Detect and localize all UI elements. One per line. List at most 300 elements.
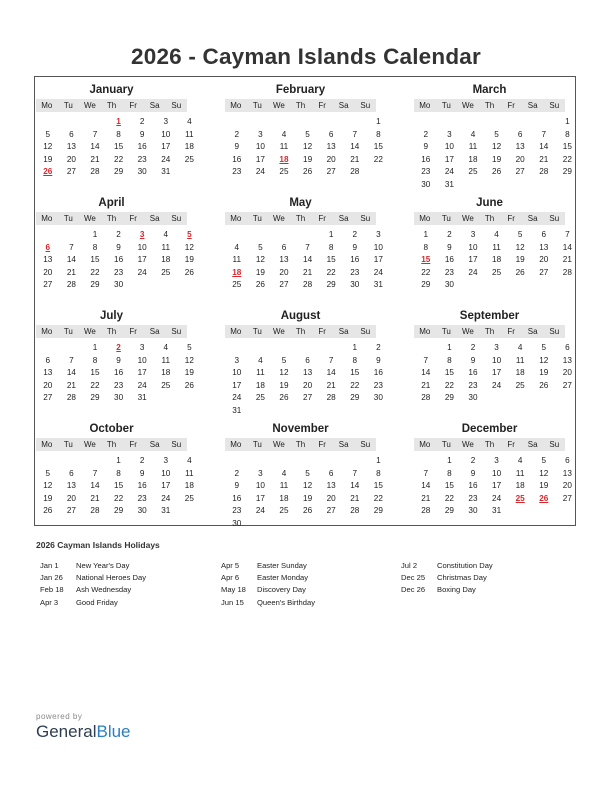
day-cell: 12 bbox=[255, 255, 265, 265]
day-cell: 1 bbox=[92, 230, 98, 239]
holiday-name: Easter Monday bbox=[257, 573, 309, 583]
day-cell: 14 bbox=[66, 368, 76, 378]
day-cell: 30 bbox=[468, 393, 478, 403]
holiday-day-cell: 26 bbox=[539, 493, 549, 503]
empty-cell bbox=[36, 342, 60, 355]
day-cell: 11 bbox=[185, 129, 194, 139]
weekday-label: Tu bbox=[252, 214, 262, 223]
empty-cell bbox=[296, 342, 320, 355]
day-cell: 31 bbox=[373, 280, 383, 290]
weekday-label: Tu bbox=[252, 101, 262, 110]
weekday-header bbox=[36, 212, 187, 225]
day-cell: 19 bbox=[184, 255, 194, 265]
holiday-row bbox=[401, 560, 493, 572]
day-cell: 10 bbox=[137, 355, 147, 365]
weekday-label: Su bbox=[360, 327, 371, 336]
day-cell: 20 bbox=[66, 493, 76, 503]
day-cell: 25 bbox=[184, 154, 194, 164]
month-december bbox=[414, 422, 572, 518]
day-cell: 3 bbox=[234, 355, 240, 365]
day-cell: 20 bbox=[279, 267, 289, 277]
day-cell: 27 bbox=[562, 380, 572, 390]
weekday-label: Mo bbox=[419, 214, 431, 223]
day-cell: 1 bbox=[565, 117, 570, 126]
day-cell: 28 bbox=[66, 280, 76, 290]
day-cell: 21 bbox=[303, 267, 313, 277]
day-cell: 28 bbox=[90, 167, 100, 177]
weekday-label: We bbox=[462, 327, 474, 336]
holiday-name: Easter Sunday bbox=[257, 561, 307, 570]
weekday-header bbox=[414, 325, 565, 338]
day-cell: 25 bbox=[184, 493, 194, 503]
day-cell: 17 bbox=[232, 380, 242, 390]
day-cell: 2 bbox=[234, 468, 240, 478]
day-grid bbox=[414, 342, 572, 405]
day-cell: 30 bbox=[137, 167, 147, 177]
weekday-label: Su bbox=[549, 327, 560, 336]
day-cell: 10 bbox=[137, 242, 147, 252]
brand-general: General bbox=[36, 722, 97, 741]
day-cell: 18 bbox=[279, 493, 289, 503]
day-cell: 14 bbox=[539, 142, 549, 152]
empty-cell bbox=[532, 116, 556, 129]
weekday-label: Sa bbox=[527, 101, 538, 110]
day-cell: 27 bbox=[326, 506, 336, 516]
day-cell: 18 bbox=[515, 368, 525, 378]
month-name: July bbox=[99, 310, 123, 322]
weekday-label: Tu bbox=[63, 214, 73, 223]
day-cell: 6 bbox=[281, 242, 287, 252]
empty-cell bbox=[272, 455, 296, 468]
weekday-label: Tu bbox=[441, 101, 451, 110]
day-cell: 27 bbox=[279, 280, 289, 290]
month-november bbox=[225, 422, 383, 531]
day-cell: 9 bbox=[139, 468, 145, 478]
day-cell: 7 bbox=[92, 129, 98, 139]
day-cell: 12 bbox=[539, 468, 549, 478]
day-cell: 29 bbox=[326, 280, 336, 290]
day-cell: 19 bbox=[43, 154, 53, 164]
weekday-label: Fr bbox=[507, 214, 515, 223]
weekday-label: Th bbox=[106, 327, 117, 336]
day-cell: 30 bbox=[350, 280, 360, 290]
day-cell: 16 bbox=[373, 368, 383, 378]
holiday-row bbox=[221, 560, 315, 572]
day-cell: 26 bbox=[515, 267, 525, 277]
day-cell: 5 bbox=[541, 343, 547, 352]
holiday-name: National Heroes Day bbox=[76, 573, 147, 583]
weekday-label: Sa bbox=[338, 101, 349, 110]
day-cell: 20 bbox=[66, 154, 76, 164]
day-cell: 17 bbox=[492, 481, 502, 491]
day-cell: 9 bbox=[234, 142, 240, 152]
weekday-label: Su bbox=[171, 327, 182, 336]
weekday-label: Sa bbox=[149, 101, 160, 110]
month-name: October bbox=[89, 423, 134, 435]
day-cell: 20 bbox=[43, 380, 53, 390]
holiday-row bbox=[401, 572, 493, 584]
month-october bbox=[36, 422, 194, 518]
day-cell: 4 bbox=[517, 343, 523, 352]
day-cell: 12 bbox=[184, 355, 194, 365]
day-cell: 19 bbox=[539, 481, 549, 491]
day-cell: 25 bbox=[161, 267, 171, 277]
day-cell: 9 bbox=[116, 242, 121, 252]
day-grid bbox=[36, 342, 194, 405]
day-cell: 7 bbox=[541, 129, 547, 139]
weekday-label: Th bbox=[295, 327, 306, 336]
day-cell: 11 bbox=[256, 368, 265, 378]
day-cell: 5 bbox=[187, 343, 192, 352]
day-cell: 5 bbox=[45, 468, 51, 478]
empty-cell bbox=[343, 116, 367, 129]
day-cell: 19 bbox=[492, 154, 502, 164]
day-cell: 17 bbox=[255, 154, 265, 164]
day-cell: 29 bbox=[373, 506, 383, 516]
holidays-column bbox=[401, 560, 493, 597]
empty-cell bbox=[438, 116, 462, 129]
day-cell: 12 bbox=[279, 368, 289, 378]
day-cell: 14 bbox=[350, 142, 360, 152]
day-cell: 24 bbox=[373, 267, 383, 277]
day-cell: 17 bbox=[444, 154, 454, 164]
weekday-label: Su bbox=[171, 101, 182, 110]
day-cell: 18 bbox=[492, 255, 502, 265]
day-cell: 22 bbox=[90, 380, 100, 390]
month-august bbox=[225, 309, 383, 418]
day-cell: 26 bbox=[184, 267, 194, 277]
weekday-label: Mo bbox=[41, 214, 53, 223]
weekday-label: We bbox=[462, 101, 474, 110]
day-cell: 31 bbox=[444, 179, 454, 189]
day-cell: 25 bbox=[255, 393, 265, 403]
day-cell: 10 bbox=[492, 468, 502, 478]
weekday-label: Th bbox=[484, 327, 495, 336]
day-cell: 12 bbox=[515, 242, 525, 252]
day-cell: 22 bbox=[90, 267, 100, 277]
weekday-label: Th bbox=[484, 101, 495, 110]
day-cell: 28 bbox=[539, 167, 549, 177]
weekday-header bbox=[225, 438, 376, 451]
holiday-day-cell: 15 bbox=[421, 255, 431, 265]
day-cell: 22 bbox=[114, 154, 124, 164]
weekday-label: Mo bbox=[230, 440, 242, 449]
day-cell: 27 bbox=[66, 167, 76, 177]
day-grid bbox=[225, 229, 383, 292]
day-cell: 11 bbox=[515, 468, 525, 478]
day-cell: 10 bbox=[161, 129, 171, 139]
day-cell: 30 bbox=[373, 393, 383, 403]
day-cell: 13 bbox=[562, 468, 572, 478]
weekday-label: Th bbox=[484, 214, 495, 223]
weekday-label: Mo bbox=[230, 214, 242, 223]
day-cell: 30 bbox=[444, 280, 454, 290]
brand-blue: Blue bbox=[96, 722, 131, 741]
day-cell: 11 bbox=[279, 481, 289, 491]
weekday-label: Sa bbox=[338, 440, 349, 449]
day-cell: 9 bbox=[376, 355, 381, 365]
day-cell: 26 bbox=[303, 506, 313, 516]
day-cell: 10 bbox=[444, 142, 454, 152]
holiday-row bbox=[221, 597, 315, 609]
empty-cell bbox=[296, 229, 320, 242]
weekday-label: Mo bbox=[419, 101, 431, 110]
weekday-header bbox=[36, 438, 187, 451]
weekday-label: Tu bbox=[441, 214, 451, 223]
weekday-label: Tu bbox=[252, 440, 262, 449]
holiday-row bbox=[221, 572, 315, 584]
day-cell: 15 bbox=[373, 481, 383, 491]
weekday-header bbox=[414, 99, 565, 112]
weekday-label: Tu bbox=[441, 327, 451, 336]
day-cell: 7 bbox=[69, 355, 74, 365]
weekday-header bbox=[36, 325, 187, 338]
day-cell: 15 bbox=[90, 255, 100, 265]
day-cell: 2 bbox=[447, 230, 452, 239]
holiday-name: Queen's Birthday bbox=[257, 597, 316, 607]
month-march bbox=[414, 83, 572, 192]
day-cell: 2 bbox=[139, 456, 145, 465]
day-cell: 16 bbox=[444, 255, 454, 265]
day-cell: 23 bbox=[137, 154, 147, 164]
day-cell: 23 bbox=[232, 167, 242, 177]
weekday-label: Th bbox=[295, 214, 306, 223]
day-cell: 21 bbox=[562, 255, 572, 265]
weekday-label: Sa bbox=[527, 327, 538, 336]
month-june bbox=[414, 196, 572, 292]
weekday-label: Fr bbox=[318, 101, 326, 110]
weekday-label: Mo bbox=[41, 327, 53, 336]
day-cell: 19 bbox=[184, 368, 194, 378]
day-cell: 13 bbox=[515, 142, 525, 152]
day-cell: 10 bbox=[232, 368, 242, 378]
day-cell: 19 bbox=[279, 380, 289, 390]
weekday-label: Su bbox=[360, 214, 371, 223]
day-cell: 23 bbox=[468, 493, 478, 503]
day-cell: 25 bbox=[515, 380, 525, 390]
day-cell: 9 bbox=[470, 355, 476, 365]
weekday-label: Sa bbox=[338, 214, 349, 223]
weekday-label: Fr bbox=[129, 214, 137, 223]
weekday-label: Sa bbox=[149, 440, 160, 449]
day-cell: 4 bbox=[258, 355, 263, 365]
holiday-name: Good Friday bbox=[76, 597, 118, 607]
day-cell: 1 bbox=[116, 456, 121, 465]
weekday-label: Th bbox=[106, 214, 117, 223]
day-cell: 13 bbox=[66, 142, 76, 152]
day-cell: 21 bbox=[66, 380, 76, 390]
day-cell: 16 bbox=[114, 368, 124, 378]
day-cell: 18 bbox=[184, 481, 194, 491]
empty-cell bbox=[272, 342, 296, 355]
empty-cell bbox=[60, 342, 84, 355]
day-cell: 16 bbox=[421, 154, 431, 164]
brand-logo[interactable] bbox=[36, 722, 131, 742]
day-cell: 12 bbox=[43, 142, 53, 152]
day-cell: 29 bbox=[562, 167, 572, 177]
day-cell: 9 bbox=[234, 481, 240, 491]
day-grid bbox=[225, 116, 383, 179]
day-cell: 27 bbox=[326, 167, 336, 177]
month-february bbox=[225, 83, 383, 179]
day-grid bbox=[225, 342, 383, 418]
day-cell: 16 bbox=[232, 493, 242, 503]
weekday-label: We bbox=[84, 440, 96, 449]
day-cell: 19 bbox=[539, 368, 549, 378]
day-cell: 7 bbox=[423, 355, 429, 365]
day-cell: 17 bbox=[373, 255, 383, 265]
day-cell: 28 bbox=[303, 280, 313, 290]
day-cell: 25 bbox=[468, 167, 478, 177]
day-cell: 22 bbox=[444, 380, 454, 390]
day-cell: 6 bbox=[305, 355, 310, 365]
day-cell: 20 bbox=[326, 154, 336, 164]
day-cell: 16 bbox=[350, 255, 360, 265]
day-cell: 20 bbox=[539, 255, 549, 265]
day-cell: 28 bbox=[326, 393, 336, 403]
weekday-label: Tu bbox=[63, 101, 73, 110]
day-cell: 2 bbox=[470, 343, 476, 352]
day-cell: 22 bbox=[444, 493, 454, 503]
day-cell: 28 bbox=[421, 506, 431, 516]
month-september bbox=[414, 309, 572, 405]
day-cell: 30 bbox=[468, 506, 478, 516]
day-cell: 4 bbox=[281, 468, 287, 478]
day-cell: 30 bbox=[114, 280, 124, 290]
day-cell: 14 bbox=[303, 255, 313, 265]
day-cell: 29 bbox=[350, 393, 360, 403]
holiday-row bbox=[40, 560, 146, 572]
day-cell: 26 bbox=[303, 167, 313, 177]
day-cell: 21 bbox=[421, 380, 431, 390]
day-cell: 17 bbox=[468, 255, 478, 265]
day-cell: 28 bbox=[66, 393, 76, 403]
day-cell: 26 bbox=[255, 280, 265, 290]
day-cell: 12 bbox=[492, 142, 502, 152]
day-cell: 14 bbox=[90, 481, 100, 491]
day-cell: 9 bbox=[423, 142, 429, 152]
weekday-label: Tu bbox=[252, 327, 262, 336]
empty-cell bbox=[272, 229, 296, 242]
day-cell: 7 bbox=[305, 242, 310, 252]
holiday-name: Christmas Day bbox=[437, 573, 487, 583]
empty-cell bbox=[319, 455, 343, 468]
day-cell: 1 bbox=[423, 230, 429, 239]
weekday-header bbox=[414, 438, 565, 451]
day-cell: 26 bbox=[279, 393, 289, 403]
holiday-day-cell: 6 bbox=[45, 242, 51, 252]
day-cell: 10 bbox=[161, 468, 171, 478]
day-cell: 29 bbox=[444, 393, 454, 403]
day-cell: 18 bbox=[161, 255, 171, 265]
day-cell: 3 bbox=[376, 230, 381, 239]
day-cell: 4 bbox=[163, 343, 169, 352]
day-cell: 4 bbox=[234, 242, 240, 252]
day-cell: 12 bbox=[303, 142, 313, 152]
day-cell: 5 bbox=[305, 468, 310, 478]
day-cell: 25 bbox=[279, 506, 289, 516]
holiday-date: Apr 3 bbox=[40, 597, 59, 607]
day-cell: 18 bbox=[184, 142, 194, 152]
day-cell: 22 bbox=[373, 493, 383, 503]
day-cell: 19 bbox=[43, 493, 53, 503]
day-cell: 1 bbox=[92, 343, 98, 352]
day-cell: 19 bbox=[515, 255, 525, 265]
holiday-row bbox=[40, 584, 146, 596]
day-cell: 8 bbox=[423, 242, 429, 252]
day-cell: 8 bbox=[92, 355, 98, 365]
day-cell: 24 bbox=[468, 267, 478, 277]
holiday-day-cell: 18 bbox=[279, 154, 289, 164]
day-cell: 13 bbox=[326, 142, 336, 152]
day-cell: 15 bbox=[562, 142, 572, 152]
day-cell: 26 bbox=[539, 380, 549, 390]
day-cell: 16 bbox=[137, 142, 147, 152]
day-cell: 31 bbox=[137, 393, 147, 403]
holiday-date: Jan 26 bbox=[40, 573, 63, 583]
weekday-label: Mo bbox=[41, 101, 53, 110]
day-cell: 10 bbox=[492, 355, 502, 365]
weekday-label: Mo bbox=[230, 101, 242, 110]
day-cell: 7 bbox=[92, 468, 98, 478]
holiday-date: Jun 15 bbox=[221, 597, 244, 607]
day-cell: 11 bbox=[468, 142, 478, 152]
day-cell: 2 bbox=[139, 117, 145, 126]
day-cell: 12 bbox=[539, 355, 549, 365]
day-cell: 23 bbox=[114, 380, 124, 390]
empty-cell bbox=[225, 342, 249, 355]
weekday-label: Th bbox=[295, 101, 306, 110]
day-cell: 1 bbox=[376, 456, 381, 465]
month-name: May bbox=[289, 197, 312, 209]
weekday-label: Fr bbox=[129, 327, 137, 336]
day-cell: 2 bbox=[376, 343, 381, 352]
day-cell: 21 bbox=[326, 380, 336, 390]
day-cell: 31 bbox=[232, 405, 242, 415]
day-cell: 22 bbox=[373, 154, 383, 164]
weekday-header bbox=[225, 325, 376, 338]
day-cell: 15 bbox=[114, 142, 124, 152]
day-cell: 24 bbox=[137, 267, 147, 277]
empty-cell bbox=[249, 455, 273, 468]
day-cell: 24 bbox=[161, 154, 171, 164]
day-cell: 21 bbox=[66, 267, 76, 277]
day-cell: 1 bbox=[352, 343, 358, 352]
day-cell: 8 bbox=[376, 129, 381, 139]
day-cell: 20 bbox=[562, 481, 572, 491]
day-cell: 20 bbox=[515, 154, 525, 164]
empty-cell bbox=[296, 455, 320, 468]
day-grid bbox=[36, 116, 194, 179]
day-cell: 17 bbox=[255, 493, 265, 503]
holiday-row bbox=[40, 572, 146, 584]
holiday-date: Apr 5 bbox=[221, 561, 240, 570]
day-cell: 21 bbox=[421, 493, 431, 503]
day-cell: 28 bbox=[421, 393, 431, 403]
day-cell: 8 bbox=[376, 468, 381, 478]
day-cell: 26 bbox=[492, 167, 502, 177]
day-cell: 15 bbox=[444, 481, 454, 491]
day-cell: 19 bbox=[303, 493, 313, 503]
day-cell: 29 bbox=[114, 167, 124, 177]
weekday-label: We bbox=[462, 214, 474, 223]
day-cell: 7 bbox=[423, 468, 429, 478]
day-cell: 14 bbox=[326, 368, 336, 378]
day-cell: 4 bbox=[281, 129, 287, 139]
day-cell: 31 bbox=[161, 167, 171, 177]
holiday-name: Ash Wednesday bbox=[76, 585, 132, 595]
weekday-label: Su bbox=[360, 440, 371, 449]
